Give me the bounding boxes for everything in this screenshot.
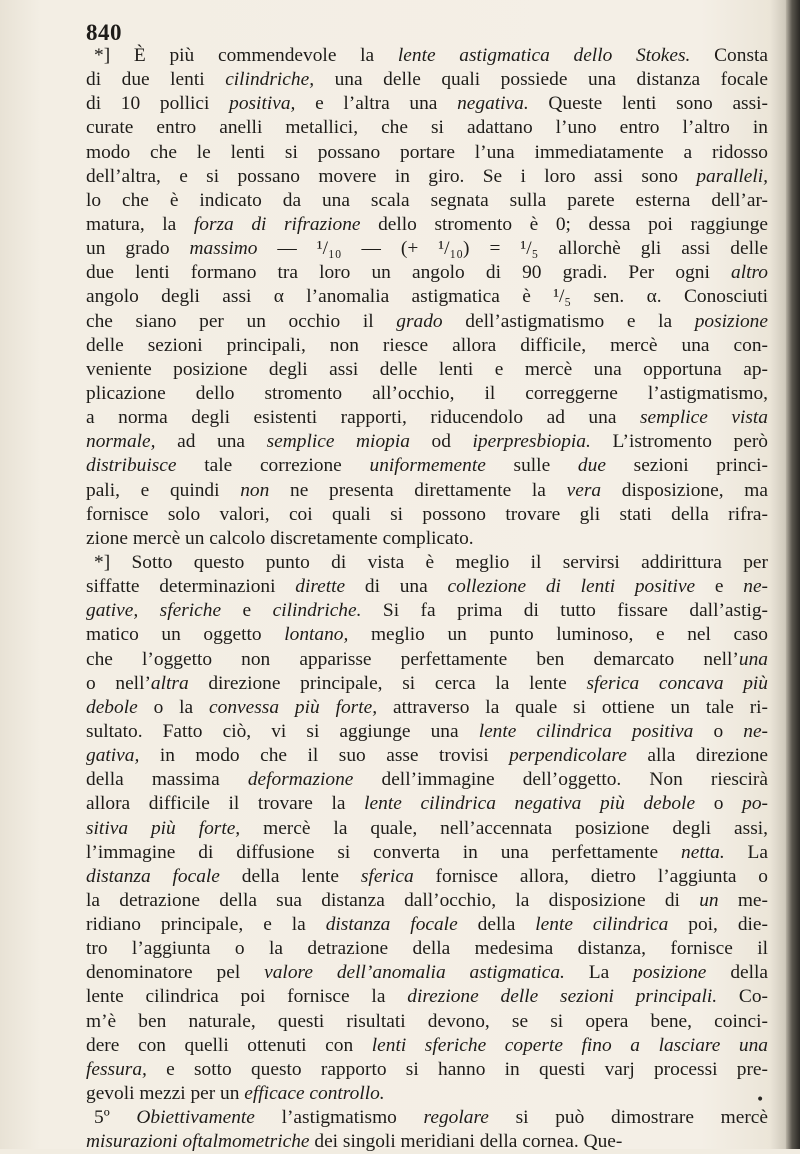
- text-run: dei singoli meridiani della cornea. Que-: [309, 1131, 623, 1153]
- text-line: [86, 961, 768, 985]
- text-run: gativa,: [86, 745, 140, 767]
- text-run: perpendicolare: [509, 745, 627, 767]
- text-run: grado: [396, 310, 443, 332]
- text-run: una: [738, 648, 768, 670]
- text-run: sferica: [360, 865, 414, 887]
- text-run: di 10 pollici: [86, 93, 230, 115]
- text-run: l’immagine di diffusione si converta in una perfettamente: [86, 841, 682, 863]
- text-run: matico un oggetto: [86, 624, 285, 646]
- text-run: misurazioni oftalmometriche: [86, 1131, 310, 1153]
- text-run: ad una: [155, 431, 267, 453]
- text-run: di una: [345, 576, 448, 598]
- text-run: collezione di lenti positive: [447, 576, 696, 598]
- text-line: [86, 382, 768, 406]
- text-run: dello stromento è 0; dessa poi raggiunge: [360, 213, 768, 235]
- text-run: fornisce allora, dietro l’aggiunta o: [413, 865, 769, 887]
- page-number: 840: [86, 20, 122, 45]
- stray-mark: •: [756, 1092, 765, 1108]
- text-line: [86, 841, 768, 865]
- text-line: [86, 623, 768, 647]
- text-line: [86, 165, 768, 189]
- text-run: — ¹/₁₀ — (+ ¹/₁₀) = ¹/₅ allorchè gli assi delle: [257, 238, 768, 260]
- text-run: dell’immagine dell’oggetto. Non riescirà: [353, 769, 768, 791]
- text-run: fessura,: [86, 1058, 147, 1080]
- text-run: e: [695, 576, 744, 598]
- text-line: [86, 865, 768, 889]
- text-run: due lenti formano tra loro un angolo di 90 gradi. Per ogni: [86, 262, 731, 284]
- text-run: di due lenti: [86, 69, 226, 91]
- text-run: cilindriche,: [225, 69, 315, 91]
- text-run: dirette: [295, 576, 346, 598]
- text-run: uniformemente: [369, 455, 486, 477]
- text-run: distanza focale: [325, 914, 458, 936]
- text-line: [86, 1130, 768, 1154]
- text-line: [86, 141, 768, 165]
- text-line: [86, 213, 768, 237]
- text-run: vera: [566, 479, 602, 501]
- text-run: posizione: [633, 962, 707, 984]
- text-line: [86, 575, 768, 599]
- text-run: Consta: [690, 45, 768, 66]
- text-run: direzione principale, si cerca la lente: [188, 672, 587, 694]
- text-run: siffatte determinazioni: [86, 576, 296, 598]
- text-run: o: [695, 793, 743, 815]
- text-run: in modo che il suo asse trovisi: [139, 745, 510, 767]
- text-run: efficace controllo.: [244, 1083, 385, 1105]
- text-line: [86, 985, 768, 1009]
- text-run: La: [724, 841, 768, 863]
- text-run: lontano,: [284, 624, 349, 646]
- text-run: pali, e quindi: [86, 479, 241, 501]
- text-line: [86, 648, 768, 672]
- text-run: a norma degli esistenti rapporti, riducendolo ad una: [86, 407, 640, 429]
- text-run: lenti sferiche coperte fino a lasciare una: [371, 1034, 769, 1056]
- text-run: non: [240, 479, 270, 501]
- text-run: od: [409, 431, 473, 453]
- text-line: [86, 430, 768, 454]
- text-run: negativa.: [457, 93, 529, 115]
- text-run: normale,: [86, 431, 156, 453]
- text-run: Co-: [717, 986, 768, 1008]
- text-run: gevoli mezzi per un: [86, 1083, 245, 1105]
- text-run: ne-: [743, 576, 769, 598]
- text-line: [86, 68, 768, 92]
- text-line: [86, 720, 768, 744]
- text-run: lente cilindrica positiva: [478, 720, 694, 742]
- text-line: [86, 744, 768, 768]
- text-line: [86, 672, 768, 696]
- text-run: allora difficile il trovare la: [86, 793, 365, 815]
- text-line: [86, 310, 768, 334]
- text-line: [86, 792, 768, 816]
- text-run: lente cilindrica negativa più debole: [364, 793, 696, 815]
- text-run: ne-: [743, 720, 769, 742]
- text-run: della: [457, 914, 536, 936]
- text-run: plicazione dello stromento all’occhio, il correggerne l’astigmatismo,: [86, 382, 768, 404]
- text-line: [86, 768, 768, 792]
- text-run: che l’oggetto non apparisse perfettamente ben demarcato nell’: [86, 648, 739, 670]
- text-line: [86, 237, 768, 261]
- text-run: angolo degli assi α l’anomalia astigmatica è ¹/₅ sen. α. Conosciuti: [86, 286, 768, 308]
- text-run: che siano per un occhio il: [86, 310, 397, 332]
- text-run: convessa più forte,: [209, 696, 378, 718]
- text-line: [86, 527, 768, 551]
- text-run: posizione: [694, 310, 768, 332]
- text-run: l’astigmatismo: [254, 1107, 424, 1129]
- text-line: [86, 285, 768, 309]
- paragraph-ophthalmometry: [86, 1106, 768, 1154]
- text-run: sferica concava più: [586, 672, 768, 694]
- text-line: [86, 1010, 768, 1034]
- text-line: [86, 92, 768, 116]
- text-run: lo che è indicato da una scala segnata sulla parete esterna dell’ar-: [86, 189, 768, 211]
- text-run: la detrazione della sua distanza dall’occhio, la disposizione di: [86, 889, 700, 911]
- text-run: modo che le lenti si possano portare l’una immediatamente a ridosso: [86, 141, 768, 163]
- text-run: *] Sotto questo punto di vista è meglio il servirsi addirittura per: [94, 551, 768, 573]
- text-run: dell’altra, e si possano movere in giro. Se i loro assi sono: [86, 165, 697, 187]
- text-run: valore dell’anomalia astigmatica.: [264, 962, 565, 984]
- text-run: un grado: [86, 238, 190, 260]
- text-run: disposizione, ma: [601, 479, 768, 501]
- text-line: [86, 913, 768, 937]
- text-run: 5º: [94, 1107, 137, 1129]
- text-run: o: [693, 720, 744, 742]
- text-run: della massima: [86, 769, 248, 791]
- text-line: [86, 503, 768, 527]
- text-run: lente astigmatica dello Stokes.: [397, 45, 691, 66]
- body-text: [86, 44, 768, 1154]
- text-run: La: [564, 962, 634, 984]
- text-run: deformazione: [247, 769, 354, 791]
- text-run: meglio un punto luminoso, e nel caso: [348, 624, 768, 646]
- text-run: L’istromento però: [590, 431, 768, 453]
- text-line: [86, 479, 768, 503]
- text-run: paralleli,: [696, 165, 768, 187]
- text-run: direzione delle sezioni principali.: [407, 986, 718, 1008]
- text-run: Queste lenti sono assi-: [528, 93, 768, 115]
- text-run: e: [221, 600, 273, 622]
- text-run: Si fa prima di tutto fissare dall’astig-: [361, 600, 768, 622]
- text-line: [86, 44, 768, 68]
- text-run: tale correzione: [176, 455, 370, 477]
- text-run: sulle: [485, 455, 578, 477]
- text-run: gative, sferiche: [86, 600, 222, 622]
- text-run: Obiettivamente: [136, 1107, 255, 1129]
- text-run: sezioni princi-: [605, 455, 768, 477]
- book-binding-edge: [786, 0, 800, 1149]
- text-run: forza di rifrazione: [193, 213, 361, 235]
- text-line: [86, 551, 768, 575]
- text-run: *] È più commendevole la: [94, 45, 398, 66]
- text-line: [86, 1034, 768, 1058]
- text-run: altra: [150, 672, 189, 694]
- text-line: [86, 406, 768, 430]
- text-run: tro l’aggiunta o la detrazione della medesima distanza, fornisce il: [86, 938, 768, 960]
- text-run: zione mercè un calcolo discretamente complicato.: [86, 527, 474, 549]
- text-run: sultato. Fatto ciò, vi si aggiunge una: [86, 720, 479, 742]
- text-run: distribuisce: [86, 455, 177, 477]
- text-run: mercè la quale, nell’accennata posizione degli assi,: [240, 817, 768, 839]
- text-run: attraverso la quale si ottiene un tale ri-: [377, 696, 768, 718]
- text-run: me-: [718, 889, 768, 911]
- paragraph-lens-collection: [86, 551, 768, 1106]
- text-run: una delle quali possiede una distanza focale: [314, 69, 768, 91]
- text-run: si può dimostrare mercè: [488, 1107, 768, 1129]
- text-run: lente cilindrica: [535, 914, 669, 936]
- text-run: e l’altra una: [295, 93, 458, 115]
- text-run: semplice vista: [639, 407, 768, 429]
- text-line: [86, 817, 768, 841]
- text-run: della lente: [219, 865, 361, 887]
- text-line: [86, 889, 768, 913]
- text-run: altro: [731, 262, 768, 284]
- text-line: [86, 1082, 768, 1106]
- text-run: sitiva più forte,: [86, 817, 241, 839]
- text-line: [86, 454, 768, 478]
- text-run: distanza focale: [86, 865, 220, 887]
- text-run: o nell’: [86, 672, 151, 694]
- text-run: alla direzione: [626, 745, 768, 767]
- text-run: denominatore pel: [86, 962, 265, 984]
- text-run: due: [577, 455, 606, 477]
- text-run: po-: [742, 793, 769, 815]
- text-run: lente cilindrica poi fornisce la: [86, 986, 408, 1008]
- text-line: [86, 696, 768, 720]
- text-line: [86, 937, 768, 961]
- text-run: matura, la: [86, 213, 194, 235]
- text-run: della: [706, 962, 769, 984]
- text-line: [86, 1058, 768, 1082]
- paragraph-astigmatic-lens: [86, 44, 768, 551]
- text-run: curate entro anelli metallici, che si adattano l’uno entro l’altro in: [86, 117, 768, 139]
- text-line: [86, 334, 768, 358]
- text-run: fornisce solo valori, coi quali si possono trovare gli stati della rifra-: [86, 503, 768, 525]
- text-line: [86, 1106, 768, 1130]
- text-line: [86, 358, 768, 382]
- text-run: e sotto questo rapporto si hanno in questi varj processi pre-: [146, 1058, 768, 1080]
- text-run: m’è ben naturale, questi risultati devono, se si opera bene, coinci-: [86, 1010, 768, 1032]
- text-run: poi, die-: [668, 914, 768, 936]
- text-run: regolare: [423, 1107, 489, 1129]
- text-run: iperpresbiopia.: [472, 431, 591, 453]
- text-line: [86, 261, 768, 285]
- text-run: dell’astigmatismo e la: [442, 310, 695, 332]
- text-line: [86, 189, 768, 213]
- text-run: un: [699, 889, 719, 911]
- text-run: cilindriche.: [272, 600, 362, 622]
- text-run: delle sezioni principali, non riesce allora difficile, mercè una con-: [86, 334, 768, 356]
- text-run: massimo: [189, 238, 258, 260]
- text-run: ne presenta direttamente la: [269, 479, 567, 501]
- text-run: debole: [86, 696, 138, 718]
- text-run: ridiano principale, e la: [86, 914, 326, 936]
- text-line: [86, 599, 768, 623]
- text-run: o la: [137, 696, 210, 718]
- text-line: [86, 116, 768, 140]
- text-run: netta.: [681, 841, 725, 863]
- text-run: semplice miopia: [266, 431, 410, 453]
- text-run: veniente posizione degli assi delle lenti e mercè una opportuna ap-: [86, 358, 768, 380]
- text-run: dere con quelli ottenuti con: [86, 1034, 372, 1056]
- text-run: positiva,: [229, 93, 296, 115]
